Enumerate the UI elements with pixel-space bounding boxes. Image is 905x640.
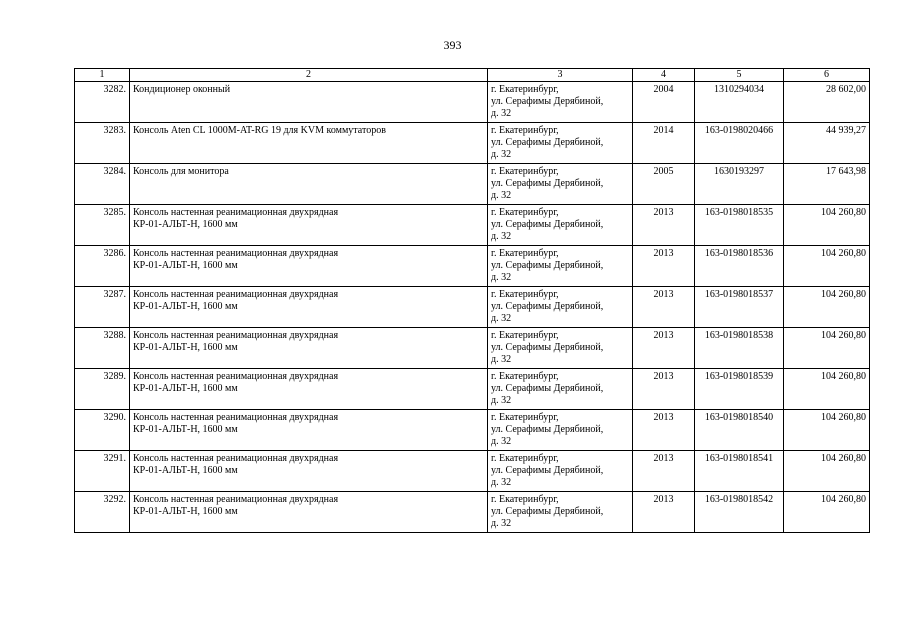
address-cell	[488, 451, 633, 492]
inventory-number-cell: 163-0198018537	[695, 287, 784, 328]
address-cell	[488, 123, 633, 164]
row-number-cell: 3291.	[75, 451, 130, 492]
row-number-cell: 3283.	[75, 123, 130, 164]
address-line: ул. Серафимы Дерябиной,	[491, 178, 604, 189]
item-name-line: Консоль настенная реанимационная двухрядная	[133, 453, 339, 464]
year-cell: 2013	[633, 410, 695, 451]
year-cell: 2013	[633, 205, 695, 246]
cost-cell: 104 260,80	[784, 205, 870, 246]
row-number-cell: 3286.	[75, 246, 130, 287]
address-line: г. Екатеринбург,	[491, 248, 559, 259]
item-name-line: Консоль настенная реанимационная двухрядная	[133, 494, 339, 505]
address-line: д. 32	[491, 190, 512, 201]
item-name-line: Консоль настенная реанимационная двухрядная	[133, 330, 339, 341]
address-line: д. 32	[491, 149, 512, 160]
table-row	[75, 369, 870, 410]
table-body	[75, 82, 870, 533]
address-line: ул. Серафимы Дерябиной,	[491, 219, 604, 230]
year-cell: 2013	[633, 246, 695, 287]
address-line: ул. Серафимы Дерябиной,	[491, 301, 604, 312]
year-cell: 2013	[633, 369, 695, 410]
item-name-line: КР-01-АЛЬТ-Н, 1600 мм	[133, 506, 238, 517]
item-name-cell	[130, 410, 488, 451]
address-line: г. Екатеринбург,	[491, 371, 559, 382]
item-name-line: Консоль для монитора	[133, 166, 229, 177]
item-name-line: Консоль настенная реанимационная двухрядная	[133, 371, 339, 382]
inventory-number-cell: 1630193297	[695, 164, 784, 205]
row-number-cell: 3282.	[75, 82, 130, 123]
inventory-number-cell: 163-0198018535	[695, 205, 784, 246]
year-cell: 2013	[633, 492, 695, 533]
inventory-number-cell: 163-0198018539	[695, 369, 784, 410]
item-name-cell	[130, 369, 488, 410]
column-header-6: 6	[784, 69, 870, 82]
address-line: д. 32	[491, 272, 512, 283]
item-name-line: КР-01-АЛЬТ-Н, 1600 мм	[133, 465, 238, 476]
address-cell	[488, 410, 633, 451]
address-line: ул. Серафимы Дерябиной,	[491, 424, 604, 435]
inventory-number-cell: 163-0198020466	[695, 123, 784, 164]
address-line: г. Екатеринбург,	[491, 207, 559, 218]
inventory-number-cell: 163-0198018536	[695, 246, 784, 287]
address-line: д. 32	[491, 354, 512, 365]
address-line: д. 32	[491, 518, 512, 529]
year-cell: 2005	[633, 164, 695, 205]
item-name-line: Консоль настенная реанимационная двухрядная	[133, 207, 339, 218]
cost-cell: 104 260,80	[784, 246, 870, 287]
address-cell	[488, 82, 633, 123]
address-line: ул. Серафимы Дерябиной,	[491, 260, 604, 271]
address-line: ул. Серафимы Дерябиной,	[491, 465, 604, 476]
address-line: г. Екатеринбург,	[491, 453, 559, 464]
item-name-cell	[130, 451, 488, 492]
cost-cell: 104 260,80	[784, 328, 870, 369]
address-line: г. Екатеринбург,	[491, 125, 559, 136]
year-cell: 2013	[633, 287, 695, 328]
address-line: ул. Серафимы Дерябиной,	[491, 96, 604, 107]
column-header-2: 2	[130, 69, 488, 82]
item-name-line: КР-01-АЛЬТ-Н, 1600 мм	[133, 219, 238, 230]
table-row	[75, 246, 870, 287]
address-line: г. Екатеринбург,	[491, 412, 559, 423]
table-row	[75, 164, 870, 205]
cost-cell: 104 260,80	[784, 369, 870, 410]
table-row	[75, 328, 870, 369]
address-line: ул. Серафимы Дерябиной,	[491, 383, 604, 394]
address-cell	[488, 164, 633, 205]
cost-cell: 104 260,80	[784, 410, 870, 451]
item-name-line: КР-01-АЛЬТ-Н, 1600 мм	[133, 342, 238, 353]
address-line: г. Екатеринбург,	[491, 84, 559, 95]
table-row	[75, 410, 870, 451]
cost-cell: 104 260,80	[784, 451, 870, 492]
year-cell: 2014	[633, 123, 695, 164]
address-line: г. Екатеринбург,	[491, 166, 559, 177]
row-number-cell: 3290.	[75, 410, 130, 451]
row-number-cell: 3285.	[75, 205, 130, 246]
table-row	[75, 287, 870, 328]
item-name-cell	[130, 82, 488, 123]
address-line: д. 32	[491, 436, 512, 447]
item-name-cell	[130, 287, 488, 328]
address-line: д. 32	[491, 231, 512, 242]
item-name-line: Консоль настенная реанимационная двухрядная	[133, 289, 339, 300]
item-name-line: Консоль Aten CL 1000M-AT-RG 19 для KVM коммутаторов	[133, 125, 386, 136]
item-name-cell	[130, 246, 488, 287]
table-row	[75, 123, 870, 164]
inventory-number-cell: 163-0198018540	[695, 410, 784, 451]
table-row	[75, 451, 870, 492]
address-line: г. Екатеринбург,	[491, 494, 559, 505]
item-name-cell	[130, 205, 488, 246]
item-name-line: Консоль настенная реанимационная двухрядная	[133, 248, 339, 259]
cost-cell: 17 643,98	[784, 164, 870, 205]
column-header-1: 1	[75, 69, 130, 82]
item-name-cell	[130, 164, 488, 205]
page-number: 393	[443, 38, 462, 52]
address-line: ул. Серафимы Дерябиной,	[491, 506, 604, 517]
address-cell	[488, 205, 633, 246]
year-cell: 2013	[633, 328, 695, 369]
year-cell: 2004	[633, 82, 695, 123]
column-header-3: 3	[488, 69, 633, 82]
year-cell: 2013	[633, 451, 695, 492]
item-name-cell	[130, 123, 488, 164]
inventory-number-cell: 163-0198018542	[695, 492, 784, 533]
item-name-cell	[130, 492, 488, 533]
row-number-cell: 3284.	[75, 164, 130, 205]
inventory-number-cell: 163-0198018538	[695, 328, 784, 369]
table-row	[75, 492, 870, 533]
table-row	[75, 205, 870, 246]
address-line: д. 32	[491, 477, 512, 488]
address-cell	[488, 492, 633, 533]
inventory-number-cell: 163-0198018541	[695, 451, 784, 492]
address-cell	[488, 287, 633, 328]
address-line: г. Екатеринбург,	[491, 289, 559, 300]
cost-cell: 104 260,80	[784, 287, 870, 328]
address-cell	[488, 369, 633, 410]
row-number-cell: 3292.	[75, 492, 130, 533]
table-row	[75, 82, 870, 123]
address-cell	[488, 246, 633, 287]
row-number-cell: 3288.	[75, 328, 130, 369]
item-name-line: КР-01-АЛЬТ-Н, 1600 мм	[133, 260, 238, 271]
address-line: ул. Серафимы Дерябиной,	[491, 137, 604, 148]
item-name-line: КР-01-АЛЬТ-Н, 1600 мм	[133, 383, 238, 394]
item-name-cell	[130, 328, 488, 369]
row-number-cell: 3287.	[75, 287, 130, 328]
address-line: г. Екатеринбург,	[491, 330, 559, 341]
address-line: д. 32	[491, 313, 512, 324]
table-header-row	[75, 69, 870, 82]
item-name-line: КР-01-АЛЬТ-Н, 1600 мм	[133, 301, 238, 312]
cost-cell: 44 939,27	[784, 123, 870, 164]
row-number-cell: 3289.	[75, 369, 130, 410]
item-name-line: Кондиционер оконный	[133, 84, 231, 95]
address-cell	[488, 328, 633, 369]
cost-cell: 104 260,80	[784, 492, 870, 533]
item-name-line: КР-01-АЛЬТ-Н, 1600 мм	[133, 424, 238, 435]
address-line: д. 32	[491, 395, 512, 406]
inventory-number-cell: 1310294034	[695, 82, 784, 123]
column-header-4: 4	[633, 69, 695, 82]
cost-cell: 28 602,00	[784, 82, 870, 123]
property-registry-table	[74, 68, 870, 533]
item-name-line: Консоль настенная реанимационная двухрядная	[133, 412, 339, 423]
address-line: ул. Серафимы Дерябиной,	[491, 342, 604, 353]
column-header-5: 5	[695, 69, 784, 82]
address-line: д. 32	[491, 108, 512, 119]
